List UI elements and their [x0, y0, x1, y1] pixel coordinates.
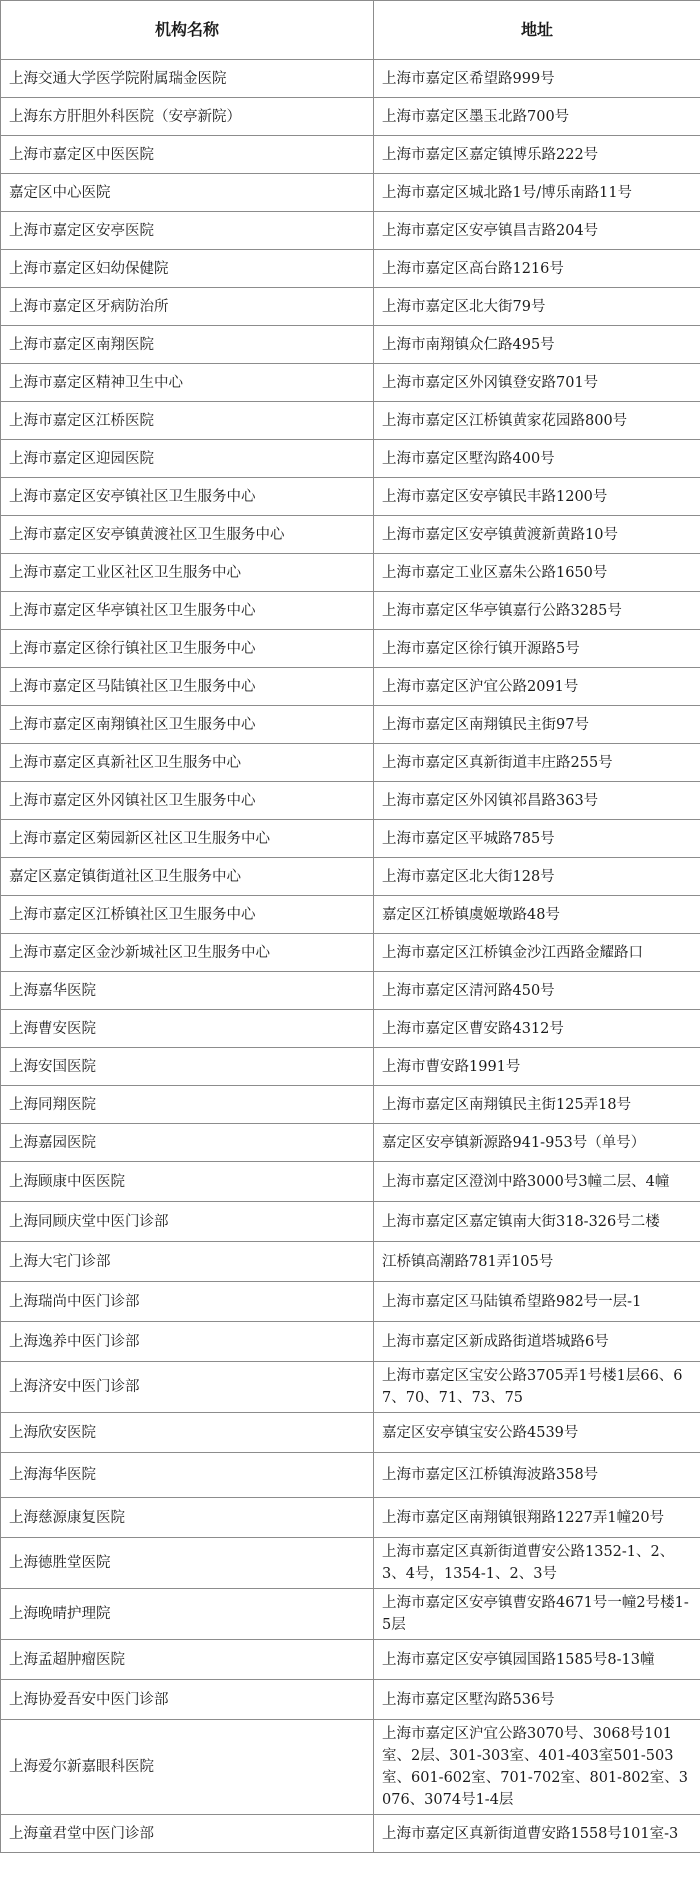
- institution-name-cell: 上海德胜堂医院: [1, 1538, 374, 1589]
- address-cell: 上海市嘉定区江桥镇海波路358号: [374, 1453, 700, 1498]
- institution-name-cell: 上海海华医院: [1, 1453, 374, 1498]
- institution-name-cell: 上海市嘉定区南翔医院: [1, 326, 374, 364]
- institution-name-cell: 上海嘉园医院: [1, 1124, 374, 1162]
- address-cell: 上海市嘉定区江桥镇金沙江西路金耀路口: [374, 934, 700, 972]
- table-row: [1, 1124, 700, 1162]
- address-cell: 上海市嘉定区安亭镇曹安路4671号一幢2号楼1-5层: [374, 1589, 700, 1640]
- table-row: [1, 326, 700, 364]
- header-institution-name: 机构名称: [1, 1, 374, 60]
- institution-name-cell: 上海市嘉定区牙病防治所: [1, 288, 374, 326]
- institution-name-cell: 上海嘉华医院: [1, 972, 374, 1010]
- table-row: [1, 1413, 700, 1453]
- address-cell: 嘉定区安亭镇宝安公路4539号: [374, 1413, 700, 1453]
- table-row: [1, 1589, 700, 1640]
- table-row: [1, 136, 700, 174]
- address-cell: 上海市嘉定区新成路街道塔城路6号: [374, 1322, 700, 1362]
- address-cell: 上海市嘉定区南翔镇民主街97号: [374, 706, 700, 744]
- table-row: [1, 440, 700, 478]
- institution-name-cell: 上海市嘉定区安亭镇黄渡社区卫生服务中心: [1, 516, 374, 554]
- table-row: [1, 1162, 700, 1202]
- table-row: [1, 98, 700, 136]
- institution-name-cell: 上海市嘉定区菊园新区社区卫生服务中心: [1, 820, 374, 858]
- address-cell: 上海市嘉定区曹安路4312号: [374, 1010, 700, 1048]
- address-cell: 上海市嘉定区安亭镇园国路1585号8-13幢: [374, 1640, 700, 1680]
- address-cell: 上海市嘉定区高台路1216号: [374, 250, 700, 288]
- address-cell: 上海市嘉定区真新街道曹安公路1352-1、2、3、4号，1354-1、2、3号: [374, 1538, 700, 1589]
- table-row: [1, 1720, 700, 1815]
- address-cell: 上海市嘉定区南翔镇银翔路1227弄1幢20号: [374, 1498, 700, 1538]
- table-row: [1, 1640, 700, 1680]
- institution-name-cell: 上海安国医院: [1, 1048, 374, 1086]
- institution-name-cell: 上海童君堂中医门诊部: [1, 1815, 374, 1853]
- institution-name-cell: 上海市嘉定区金沙新城社区卫生服务中心: [1, 934, 374, 972]
- institution-name-cell: 上海市嘉定区精神卫生中心: [1, 364, 374, 402]
- table-row: [1, 1538, 700, 1589]
- table-row: [1, 364, 700, 402]
- table-row: [1, 1282, 700, 1322]
- institution-name-cell: 上海欣安医院: [1, 1413, 374, 1453]
- address-cell: 上海市嘉定区墅沟路400号: [374, 440, 700, 478]
- address-cell: 上海市嘉定区清河路450号: [374, 972, 700, 1010]
- institution-name-cell: 上海同翔医院: [1, 1086, 374, 1124]
- institution-name-cell: 上海市嘉定区外冈镇社区卫生服务中心: [1, 782, 374, 820]
- institution-name-cell: 上海曹安医院: [1, 1010, 374, 1048]
- institution-name-cell: 上海市嘉定区真新社区卫生服务中心: [1, 744, 374, 782]
- table-row: [1, 1815, 700, 1853]
- table-row: [1, 478, 700, 516]
- table-row: [1, 174, 700, 212]
- institution-name-cell: 上海市嘉定区中医医院: [1, 136, 374, 174]
- table-row: [1, 1202, 700, 1242]
- table-row: [1, 934, 700, 972]
- institution-name-cell: 上海市嘉定区安亭医院: [1, 212, 374, 250]
- table-row: [1, 1680, 700, 1720]
- address-cell: 上海市嘉定区马陆镇希望路982号一层-1: [374, 1282, 700, 1322]
- institution-name-cell: 上海市嘉定区徐行镇社区卫生服务中心: [1, 630, 374, 668]
- institution-name-cell: 上海逸养中医门诊部: [1, 1322, 374, 1362]
- table-row: [1, 1010, 700, 1048]
- address-cell: 上海市嘉定区江桥镇黄家花园路800号: [374, 402, 700, 440]
- table-row: [1, 744, 700, 782]
- address-cell: 上海市南翔镇众仁路495号: [374, 326, 700, 364]
- table-row: [1, 1086, 700, 1124]
- address-cell: 上海市嘉定区沪宜公路3070号、3068号101室、2层、301-303室、401-403室501-503室、601-602室、701-702室、801-802室、3076、3074号1-4层: [374, 1720, 700, 1815]
- address-cell: 上海市嘉定区外冈镇祁昌路363号: [374, 782, 700, 820]
- address-cell: 上海市嘉定区外冈镇登安路701号: [374, 364, 700, 402]
- address-cell: 上海市嘉定区墨玉北路700号: [374, 98, 700, 136]
- table-row: [1, 250, 700, 288]
- address-cell: 上海市嘉定区宝安公路3705弄1号楼1层66、67、70、71、73、75: [374, 1362, 700, 1413]
- table-row: [1, 972, 700, 1010]
- table-row: [1, 668, 700, 706]
- address-cell: 上海市嘉定区北大街79号: [374, 288, 700, 326]
- address-cell: 上海市嘉定区徐行镇开源路5号: [374, 630, 700, 668]
- table-header-row: [1, 1, 700, 60]
- institution-name-cell: 上海市嘉定区江桥医院: [1, 402, 374, 440]
- table-row: [1, 1242, 700, 1282]
- table-row: [1, 516, 700, 554]
- address-cell: 上海市嘉定区嘉定镇南大街318-326号二楼: [374, 1202, 700, 1242]
- address-cell: 上海市嘉定区澄浏中路3000号3幢二层、4幢: [374, 1162, 700, 1202]
- table-body: [1, 60, 700, 1853]
- institution-name-cell: 上海市嘉定区妇幼保健院: [1, 250, 374, 288]
- institution-name-cell: 上海市嘉定区南翔镇社区卫生服务中心: [1, 706, 374, 744]
- address-cell: 上海市嘉定区安亭镇昌吉路204号: [374, 212, 700, 250]
- table-row: [1, 1322, 700, 1362]
- institution-name-cell: 上海市嘉定区迎园医院: [1, 440, 374, 478]
- institution-name-cell: 上海交通大学医学院附属瑞金医院: [1, 60, 374, 98]
- institution-name-cell: 上海东方肝胆外科医院（安亭新院）: [1, 98, 374, 136]
- address-cell: 上海市嘉定区城北路1号/博乐南路11号: [374, 174, 700, 212]
- table-row: [1, 1048, 700, 1086]
- table-row: [1, 60, 700, 98]
- institution-name-cell: 上海市嘉定区华亭镇社区卫生服务中心: [1, 592, 374, 630]
- institution-name-cell: 上海顾康中医医院: [1, 1162, 374, 1202]
- address-cell: 上海市嘉定区真新街道曹安路1558号101室-3: [374, 1815, 700, 1853]
- table-row: [1, 820, 700, 858]
- address-cell: 上海市曹安路1991号: [374, 1048, 700, 1086]
- address-cell: 上海市嘉定区嘉定镇博乐路222号: [374, 136, 700, 174]
- institution-name-cell: 上海孟超肿瘤医院: [1, 1640, 374, 1680]
- institution-name-cell: 上海市嘉定工业区社区卫生服务中心: [1, 554, 374, 592]
- address-cell: 上海市嘉定区北大街128号: [374, 858, 700, 896]
- table-row: [1, 858, 700, 896]
- table-row: [1, 402, 700, 440]
- institution-name-cell: 上海瑞尚中医门诊部: [1, 1282, 374, 1322]
- address-cell: 上海市嘉定区华亭镇嘉行公路3285号: [374, 592, 700, 630]
- address-cell: 嘉定区江桥镇虞姬墩路48号: [374, 896, 700, 934]
- table-row: [1, 896, 700, 934]
- address-cell: 上海市嘉定工业区嘉朱公路1650号: [374, 554, 700, 592]
- institution-name-cell: 嘉定区嘉定镇街道社区卫生服务中心: [1, 858, 374, 896]
- table-row: [1, 782, 700, 820]
- institution-name-cell: 上海大宅门诊部: [1, 1242, 374, 1282]
- institution-name-cell: 上海协爱吾安中医门诊部: [1, 1680, 374, 1720]
- address-cell: 上海市嘉定区希望路999号: [374, 60, 700, 98]
- address-cell: 上海市嘉定区安亭镇民丰路1200号: [374, 478, 700, 516]
- header-address: 地址: [374, 1, 700, 60]
- table-row: [1, 592, 700, 630]
- institution-name-cell: 上海慈源康复医院: [1, 1498, 374, 1538]
- table-row: [1, 1498, 700, 1538]
- table-row: [1, 706, 700, 744]
- table-row: [1, 288, 700, 326]
- institution-name-cell: 上海晚晴护理院: [1, 1589, 374, 1640]
- table-row: [1, 554, 700, 592]
- institution-name-cell: 嘉定区中心医院: [1, 174, 374, 212]
- table-row: [1, 212, 700, 250]
- table-row: [1, 630, 700, 668]
- institution-name-cell: 上海市嘉定区安亭镇社区卫生服务中心: [1, 478, 374, 516]
- address-cell: 嘉定区安亭镇新源路941-953号（单号）: [374, 1124, 700, 1162]
- institution-name-cell: 上海同顾庆堂中医门诊部: [1, 1202, 374, 1242]
- address-cell: 上海市嘉定区平城路785号: [374, 820, 700, 858]
- table-row: [1, 1453, 700, 1498]
- table-row: [1, 1362, 700, 1413]
- address-cell: 上海市嘉定区沪宜公路2091号: [374, 668, 700, 706]
- address-cell: 上海市嘉定区南翔镇民主街125弄18号: [374, 1086, 700, 1124]
- institution-name-cell: 上海市嘉定区江桥镇社区卫生服务中心: [1, 896, 374, 934]
- address-cell: 上海市嘉定区真新街道丰庄路255号: [374, 744, 700, 782]
- address-cell: 江桥镇高潮路781弄105号: [374, 1242, 700, 1282]
- institution-name-cell: 上海市嘉定区马陆镇社区卫生服务中心: [1, 668, 374, 706]
- address-cell: 上海市嘉定区墅沟路536号: [374, 1680, 700, 1720]
- institution-name-cell: 上海爱尔新嘉眼科医院: [1, 1720, 374, 1815]
- institution-name-cell: 上海济安中医门诊部: [1, 1362, 374, 1413]
- address-cell: 上海市嘉定区安亭镇黄渡新黄路10号: [374, 516, 700, 554]
